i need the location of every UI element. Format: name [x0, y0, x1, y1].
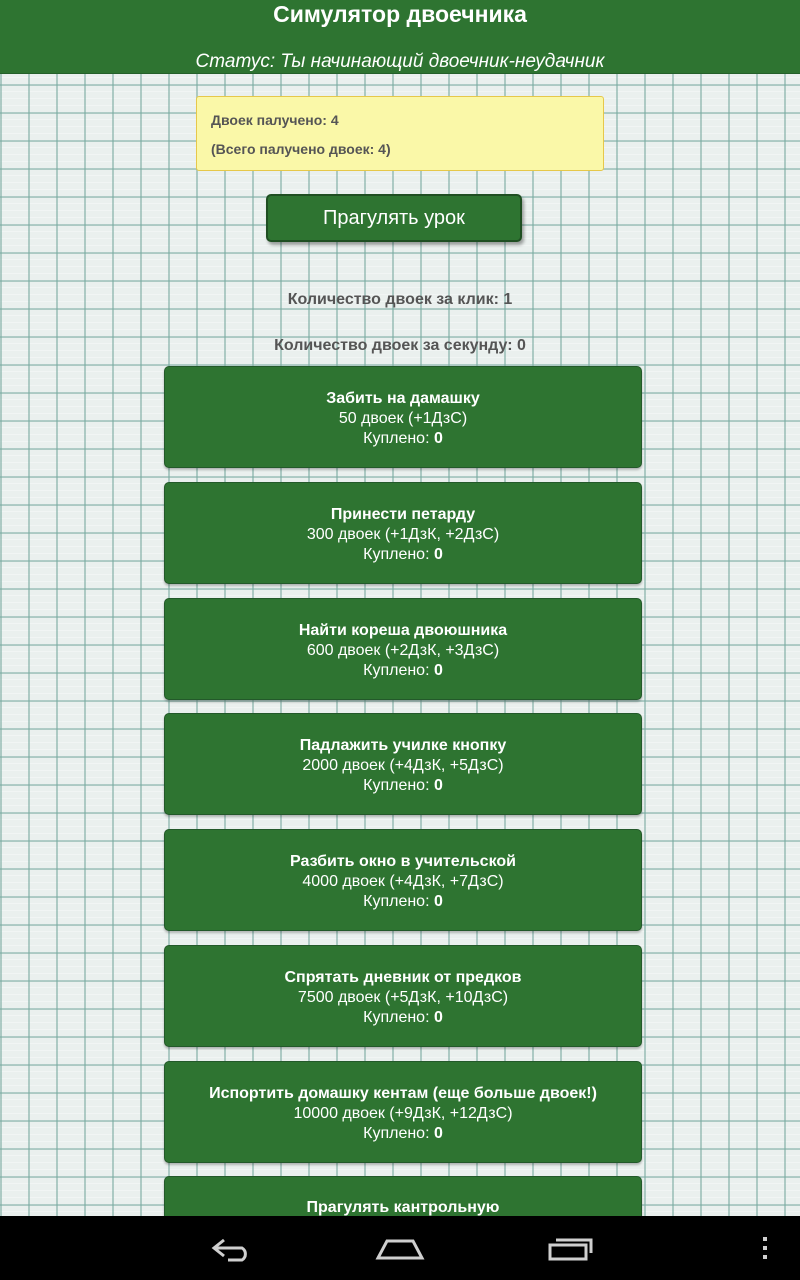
- shop-item-name: Принести петарду: [330, 506, 476, 523]
- back-icon[interactable]: [190, 1216, 270, 1280]
- score-received: Двоек палучено: 4: [211, 112, 339, 128]
- shop-item-bought: Куплено: 0: [363, 1125, 443, 1142]
- shop-item-name: Найти кореша двоюшника: [298, 622, 508, 639]
- shop-item-bought: Куплено: 0: [363, 546, 443, 563]
- shop-item-price: 300 двоек (+1ДзК, +2ДзС): [306, 526, 500, 543]
- shop-item-find-buddy[interactable]: [164, 598, 642, 700]
- shop-item-teacher-pin[interactable]: [164, 713, 642, 815]
- shop-item-price: 7500 двоек (+5ДзК, +10ДзС): [297, 989, 509, 1006]
- stat-per-click: Количество двоек за клик: 1: [287, 291, 513, 308]
- shop-item-name: Забить на дамашку: [326, 390, 480, 407]
- overflow-menu-icon[interactable]: [745, 1216, 785, 1280]
- shop-item-hide-diary[interactable]: [164, 945, 642, 1047]
- shop-item-firecracker[interactable]: [164, 482, 642, 584]
- shop-item-break-window[interactable]: [164, 829, 642, 931]
- shop-item-bought: Куплено: 0: [363, 430, 443, 447]
- shop-item-bought: Куплено: 0: [363, 777, 443, 794]
- shop-item-price: 10000 двоек (+9ДзК, +12ДзС): [293, 1105, 513, 1122]
- shop-item-name: Спрятать дневник от предков: [284, 969, 522, 986]
- shop-item-name: Испортить домашку кентам (еще больше двоек!): [209, 1085, 597, 1102]
- shop-item-bought: Куплено: 0: [363, 662, 443, 679]
- shop-item-skip-homework[interactable]: [164, 366, 642, 468]
- status-text: Статус: Ты начинающий двоечник-неудачник: [195, 51, 605, 72]
- shop-item-price: 2000 двоек (+4ДзК, +5ДзС): [302, 757, 504, 774]
- home-icon[interactable]: [360, 1216, 440, 1280]
- shop-item-price: 4000 двоек (+4ДзК, +7ДзС): [302, 873, 504, 890]
- shop-item-price: 50 двоек (+1ДзС): [338, 410, 468, 427]
- shop-item-ruin-homework[interactable]: [164, 1061, 642, 1163]
- skip-lesson-button[interactable]: Прагулять урок: [266, 194, 522, 242]
- app-title: Симулятор двоечника: [273, 1, 527, 27]
- shop-item-price: 600 двоек (+2ДзК, +3ДзС): [306, 642, 500, 659]
- shop-item-bought: Куплено: 0: [363, 893, 443, 910]
- shop-item-name: Прагулять кантрольную: [306, 1199, 500, 1216]
- stat-per-second: Количество двоек за секунду: 0: [274, 337, 526, 354]
- score-box: [196, 96, 604, 171]
- system-navbar: [0, 1216, 800, 1280]
- app-header: [0, 0, 800, 74]
- shop-item-bought: Куплено: 0: [363, 1009, 443, 1026]
- recent-apps-icon[interactable]: [530, 1216, 610, 1280]
- shop-item-name: Разбить окно в учительской: [290, 853, 516, 870]
- shop-item-name: Падлажить училке кнопку: [299, 737, 507, 754]
- score-total: (Всего палучено двоек: 4): [211, 141, 391, 157]
